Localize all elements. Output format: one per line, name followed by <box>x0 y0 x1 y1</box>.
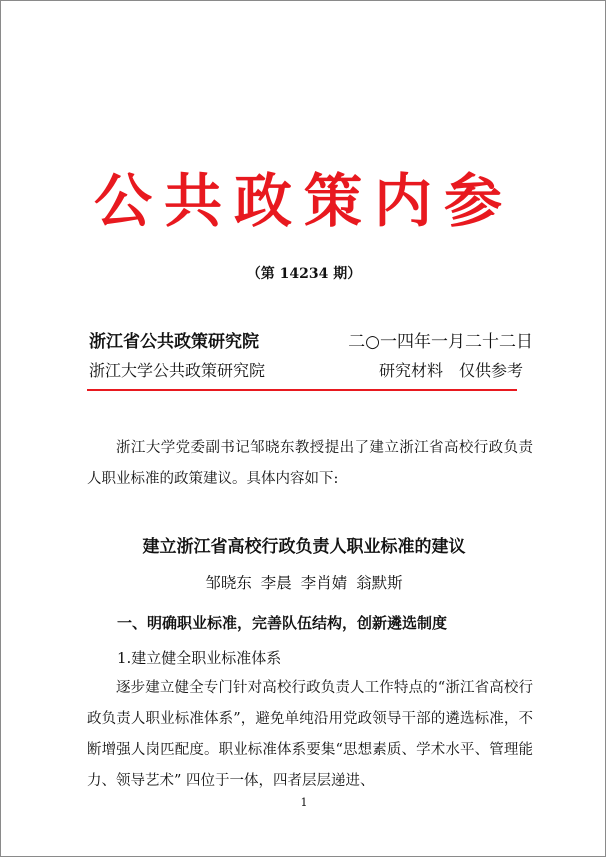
subsection-heading: 1.建立健全职业标准体系 <box>117 649 282 667</box>
body-paragraph: 逐步建立健全专门针对高校行政负责人工作特点的“浙江省高校行政负责人职业标准体系”，避免单纯沿用党政领导干部的遴选标准，不断增强人岗匹配度。职业标准体系要集“思想素质、学术水平、管理能力、领导艺术” 四位于一体，四者层层递进、 <box>87 680 533 789</box>
red-divider <box>87 389 517 391</box>
reference-note: 研究材料 仅供参考 <box>378 361 523 380</box>
publisher-row-2 <box>89 358 533 382</box>
page-number: 1 <box>300 796 308 809</box>
publisher-org-1: 浙江省公共政策研究院 <box>89 332 259 352</box>
section-heading: 一、明确职业标准，完善队伍结构，创新遴选制度 <box>117 614 448 632</box>
masthead-title: 公共政策内参 <box>93 167 514 235</box>
article-authors: 邹晓东 李晨 李肖婧 翁默斯 <box>205 574 403 592</box>
publish-date: 二○一四年一月二十二日 <box>348 332 533 352</box>
article-title: 建立浙江省高校行政负责人职业标准的建议 <box>142 537 466 557</box>
intro-paragraph: 浙江大学党委副书记邹晓东教授提出了建立浙江省高校行政负责人职业标准的政策建议。具体内容如下: <box>87 440 533 487</box>
publisher-org-2: 浙江大学公共政策研究院 <box>89 361 266 380</box>
issue-number: （第 14234 期） <box>246 266 362 282</box>
publisher-row-1 <box>89 327 533 351</box>
